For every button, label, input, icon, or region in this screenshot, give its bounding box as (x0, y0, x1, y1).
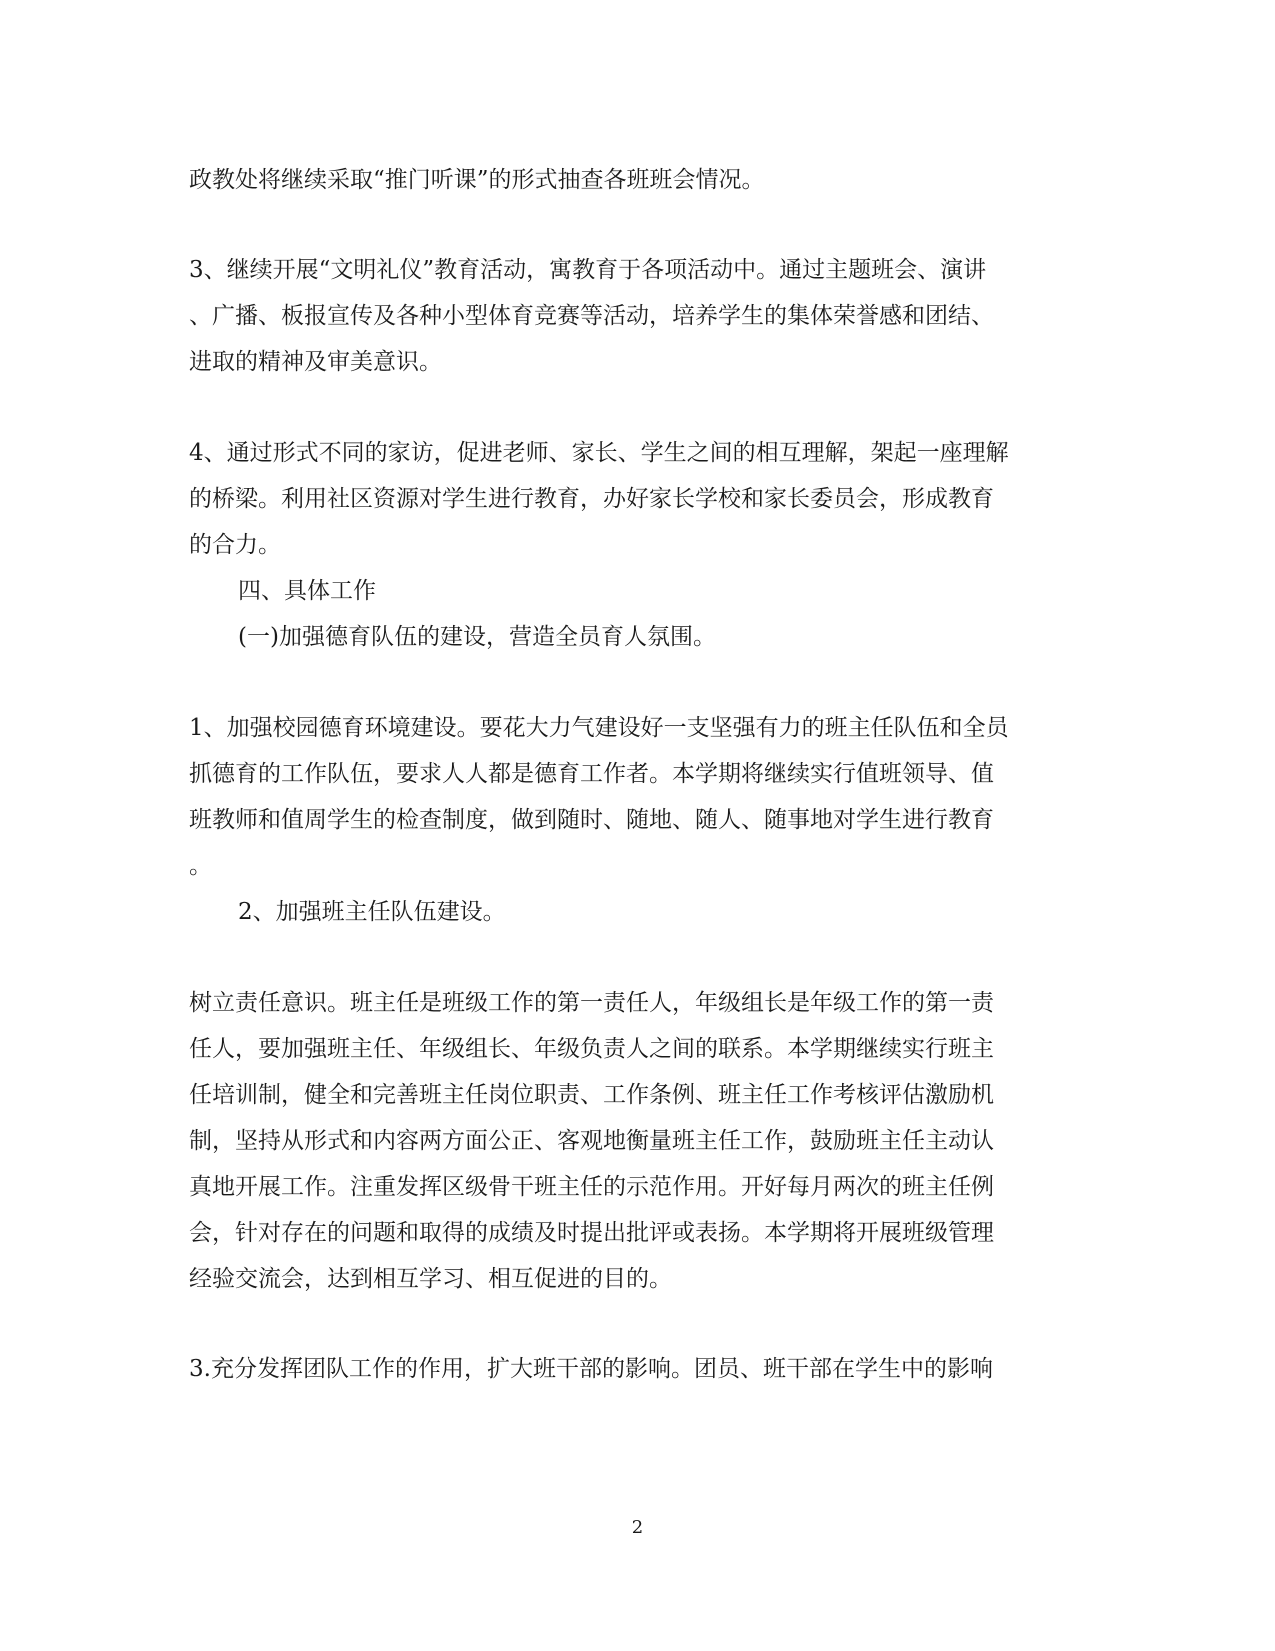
text-line: 真地开展工作。注重发挥区级骨干班主任的示范作用。开好每月两次的班主任例 (189, 1174, 994, 1200)
text-line: 任人，要加强班主任、年级组长、年级负责人之间的联系。本学期继续实行班主 (189, 1036, 994, 1062)
text-line: 进取的精神及审美意识。 (189, 349, 442, 375)
text-line: 政教处将继续采取“推门听课”的形式抽查各班班会情况。 (189, 167, 765, 193)
text-line: 3、继续开展“文明礼仪”教育活动，寓教育于各项活动中。通过主题班会、演讲 (189, 257, 987, 283)
text-line: 3.充分发挥团队工作的作用，扩大班干部的影响。团员、班干部在学生中的影响 (189, 1356, 993, 1382)
text-line: 经验交流会，达到相互学习、相互促进的目的。 (189, 1266, 672, 1292)
section-heading: 四、具体工作 (238, 578, 376, 604)
text-line: 。 (189, 853, 212, 879)
text-line: 的合力。 (189, 532, 281, 558)
text-line: 的桥梁。利用社区资源对学生进行教育，办好家长学校和家长委员会，形成教育 (189, 486, 994, 512)
text-line: 任培训制，健全和完善班主任岗位职责、工作条例、班主任工作考核评估激励机 (189, 1082, 994, 1108)
text-line: 1、加强校园德育环境建设。要花大力气建设好一支坚强有力的班主任队伍和全员 (189, 715, 1009, 741)
text-line: 会，针对存在的问题和取得的成绩及时提出批评或表扬。本学期将开展班级管理 (189, 1220, 994, 1246)
text-line: 、广播、板报宣传及各种小型体育竞赛等活动，培养学生的集体荣誉感和团结、 (189, 303, 994, 329)
item-heading: 2、加强班主任队伍建设。 (238, 899, 506, 925)
text-line: 4、通过形式不同的家访，促进老师、家长、学生之间的相互理解，架起一座理解 (189, 440, 1009, 466)
text-line: 抓德育的工作队伍，要求人人都是德育工作者。本学期将继续实行值班领导、值 (189, 761, 994, 787)
page-number: 2 (631, 1517, 644, 1538)
text-line: 树立责任意识。班主任是班级工作的第一责任人，年级组长是年级工作的第一责 (189, 990, 994, 1016)
subsection-heading: (一)加强德育队伍的建设，营造全员育人氛围。 (238, 624, 716, 650)
text-line: 制，坚持从形式和内容两方面公正、客观地衡量班主任工作，鼓励班主任主动认 (189, 1128, 994, 1154)
text-line: 班教师和值周学生的检查制度，做到随时、随地、随人、随事地对学生进行教育 (189, 807, 994, 833)
